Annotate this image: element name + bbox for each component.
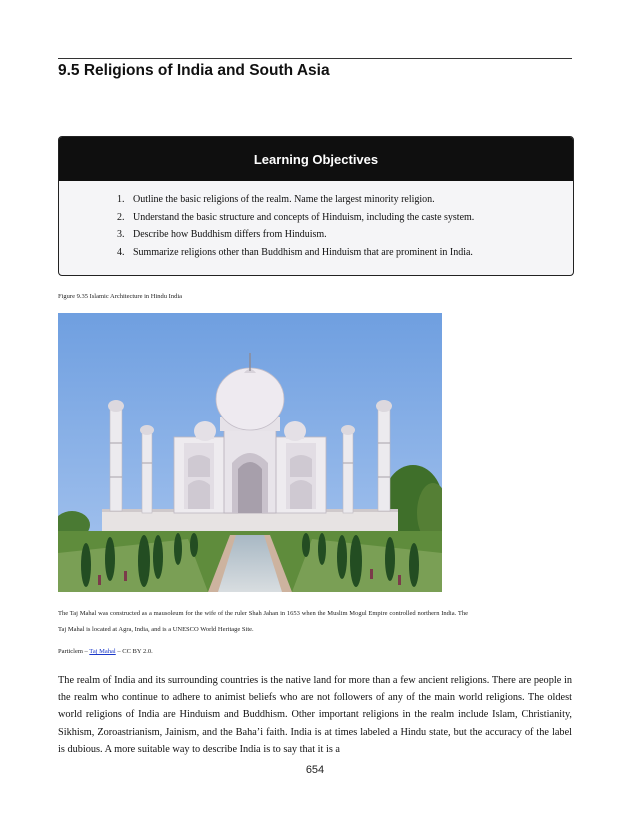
taj-mahal-photo — [58, 313, 442, 592]
section-title: 9.5 Religions of India and South Asia — [58, 62, 330, 79]
objective-item — [117, 229, 573, 247]
credit-author: Particlem – — [58, 648, 90, 655]
objective-item — [117, 212, 573, 230]
objective-item — [117, 194, 573, 212]
objective-number: 2. — [117, 211, 125, 223]
objective-number: 1. — [117, 194, 125, 205]
figure-label: Figure 9.35 Islamic Architecture in Hindu India — [58, 293, 183, 300]
objective-text: Describe how Buddhism differs from Hinduism. — [133, 229, 327, 240]
page-number: 654 — [305, 764, 325, 776]
header-rule — [58, 58, 572, 59]
objective-number: 4. — [117, 246, 125, 258]
learning-objectives-box — [58, 136, 574, 276]
objective-text: Outline the basic religions of the realm. Name the largest minority religion. — [133, 194, 435, 205]
objectives-list — [59, 194, 573, 264]
credit-license: – CC BY 2.0. — [115, 648, 153, 655]
credit-link[interactable]: Taj Mahal — [89, 648, 116, 655]
objective-number: 3. — [117, 229, 125, 240]
objective-text: Summarize religions other than Buddhism and Hinduism that are prominent in India. — [133, 246, 473, 258]
objective-item — [117, 247, 573, 265]
learning-objectives-heading: Learning Objectives — [59, 137, 573, 181]
figure-credit — [58, 648, 153, 655]
figure-caption: The Taj Mahal was constructed as a mausoleum for the wife of the ruler Shah Jahan in 1653 when the Muslim Mogul Empire controlled northern India. The Taj Mahal is located at Agra, India, and is a UNESCO World Heritage Site. — [58, 610, 468, 633]
objective-text: Understand the basic structure and concepts of Hinduism, including the caste system. — [133, 211, 475, 223]
body-paragraph: The realm of India and its surrounding countries is the native land for more than a few ancient religions. There are people in the realm who continue to adhere to animist beliefs who are not followers of any of the main world religions. The oldest world religions of India are Hinduism and Buddhism. Other important religions in the realm include Islam, Christianity, Sikhism, Zoroastrianism, Jainism, and the Baha’i faith. India is at times labeled a Hindu state, but the accuracy of the label is dubious. A more suitable way to describe India is to say that it is a — [58, 675, 572, 755]
